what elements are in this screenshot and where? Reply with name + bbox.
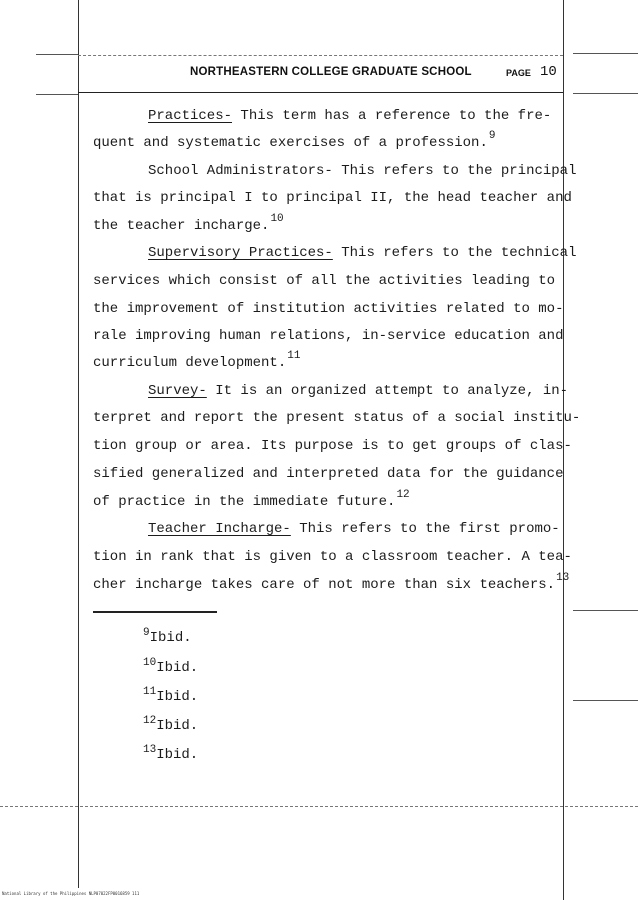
margin-tick — [36, 94, 78, 95]
footnote-item — [143, 657, 199, 677]
body-line — [148, 163, 576, 179]
defined-term: Survey- — [148, 383, 207, 399]
body-line — [93, 190, 572, 206]
margin-tick — [36, 54, 78, 55]
header-top-rule — [78, 55, 563, 56]
footnote-ref: 9 — [488, 130, 496, 142]
body-text: of practice in the immediate future. — [93, 494, 396, 510]
footnote-text: Ibid. — [156, 689, 199, 705]
school-header-title: NORTHEASTERN COLLEGE GRADUATE SCHOOL — [190, 66, 472, 78]
footnote-number: 11 — [143, 686, 157, 698]
body-text: sified generalized and interpreted data for the guidance — [93, 466, 564, 482]
footnote-ref: 11 — [287, 350, 301, 362]
body-text: curriculum development. — [93, 355, 287, 371]
body-line — [93, 350, 301, 372]
body-line — [93, 301, 563, 317]
body-line — [93, 410, 580, 426]
page-number: 10 — [540, 64, 557, 80]
body-text: This refers to the technical — [332, 245, 577, 261]
body-text: This refers to the first promo- — [290, 521, 560, 537]
header-bottom-rule — [78, 92, 563, 93]
body-line — [93, 466, 563, 482]
defined-term: Supervisory Practices- — [148, 245, 333, 261]
footnote-separator — [93, 611, 217, 613]
body-line — [148, 108, 551, 124]
body-text: the improvement of institution activities related to mo- — [93, 301, 564, 317]
footnote-item — [143, 686, 199, 706]
defined-term: School Administrators- — [148, 163, 333, 179]
footnote-number: 12 — [143, 715, 157, 727]
body-line — [148, 245, 576, 261]
left-margin-line — [78, 0, 79, 888]
body-line — [148, 521, 560, 537]
body-text: terpret and report the present status of a social institu- — [93, 410, 581, 426]
footnote-text: Ibid. — [149, 630, 192, 646]
body-line — [93, 130, 496, 152]
defined-term: Practices- — [148, 108, 233, 124]
body-text: services which consist of all the activities leading to — [93, 273, 556, 289]
body-line — [93, 273, 555, 289]
body-text: tion group or area. Its purpose is to get groups of clas- — [93, 438, 572, 454]
margin-tick — [573, 610, 638, 611]
footnote-number: 10 — [143, 657, 157, 669]
body-line — [148, 383, 568, 399]
body-text: tion in rank that is given to a classroom teacher. A tea- — [93, 549, 572, 565]
footnote-text: Ibid. — [156, 718, 199, 734]
footnote-item — [143, 715, 199, 735]
body-text: rale improving human relations, in-service education and — [93, 328, 564, 344]
footnote-ref: 12 — [396, 489, 410, 501]
footnote-item — [143, 744, 199, 764]
body-line — [93, 489, 410, 511]
defined-term: Teacher Incharge- — [148, 521, 291, 537]
margin-tick — [573, 53, 638, 54]
margin-tick — [573, 700, 638, 701]
scan-footer: National Library of the Philippines NLP07022FP0016859 111 — [2, 891, 140, 896]
body-line — [93, 549, 572, 565]
body-line — [93, 438, 572, 454]
body-line — [93, 213, 284, 235]
body-text: that is principal I to principal II, the head teacher and — [93, 190, 572, 206]
footnote-ref: 13 — [556, 572, 570, 584]
footnote-text: Ibid. — [156, 660, 199, 676]
body-line — [93, 328, 563, 344]
footnote-item — [143, 627, 192, 647]
body-text: This term has a reference to the fre- — [232, 108, 552, 124]
body-line — [93, 572, 570, 594]
bottom-rule — [0, 806, 638, 807]
footnote-ref: 10 — [270, 213, 284, 225]
footnote-number: 9 — [143, 627, 150, 639]
body-text: quent and systematic exercises of a profession. — [93, 135, 488, 151]
footnote-text: Ibid. — [156, 747, 199, 763]
page-label: PAGE — [506, 68, 531, 78]
footnote-number: 13 — [143, 744, 157, 756]
margin-tick — [573, 93, 638, 94]
body-text: cher incharge takes care of not more than six teachers. — [93, 577, 556, 593]
body-text: the teacher incharge. — [93, 218, 270, 234]
body-text: This refers to the principal — [332, 163, 577, 179]
body-text: It is an organized attempt to analyze, in- — [206, 383, 569, 399]
